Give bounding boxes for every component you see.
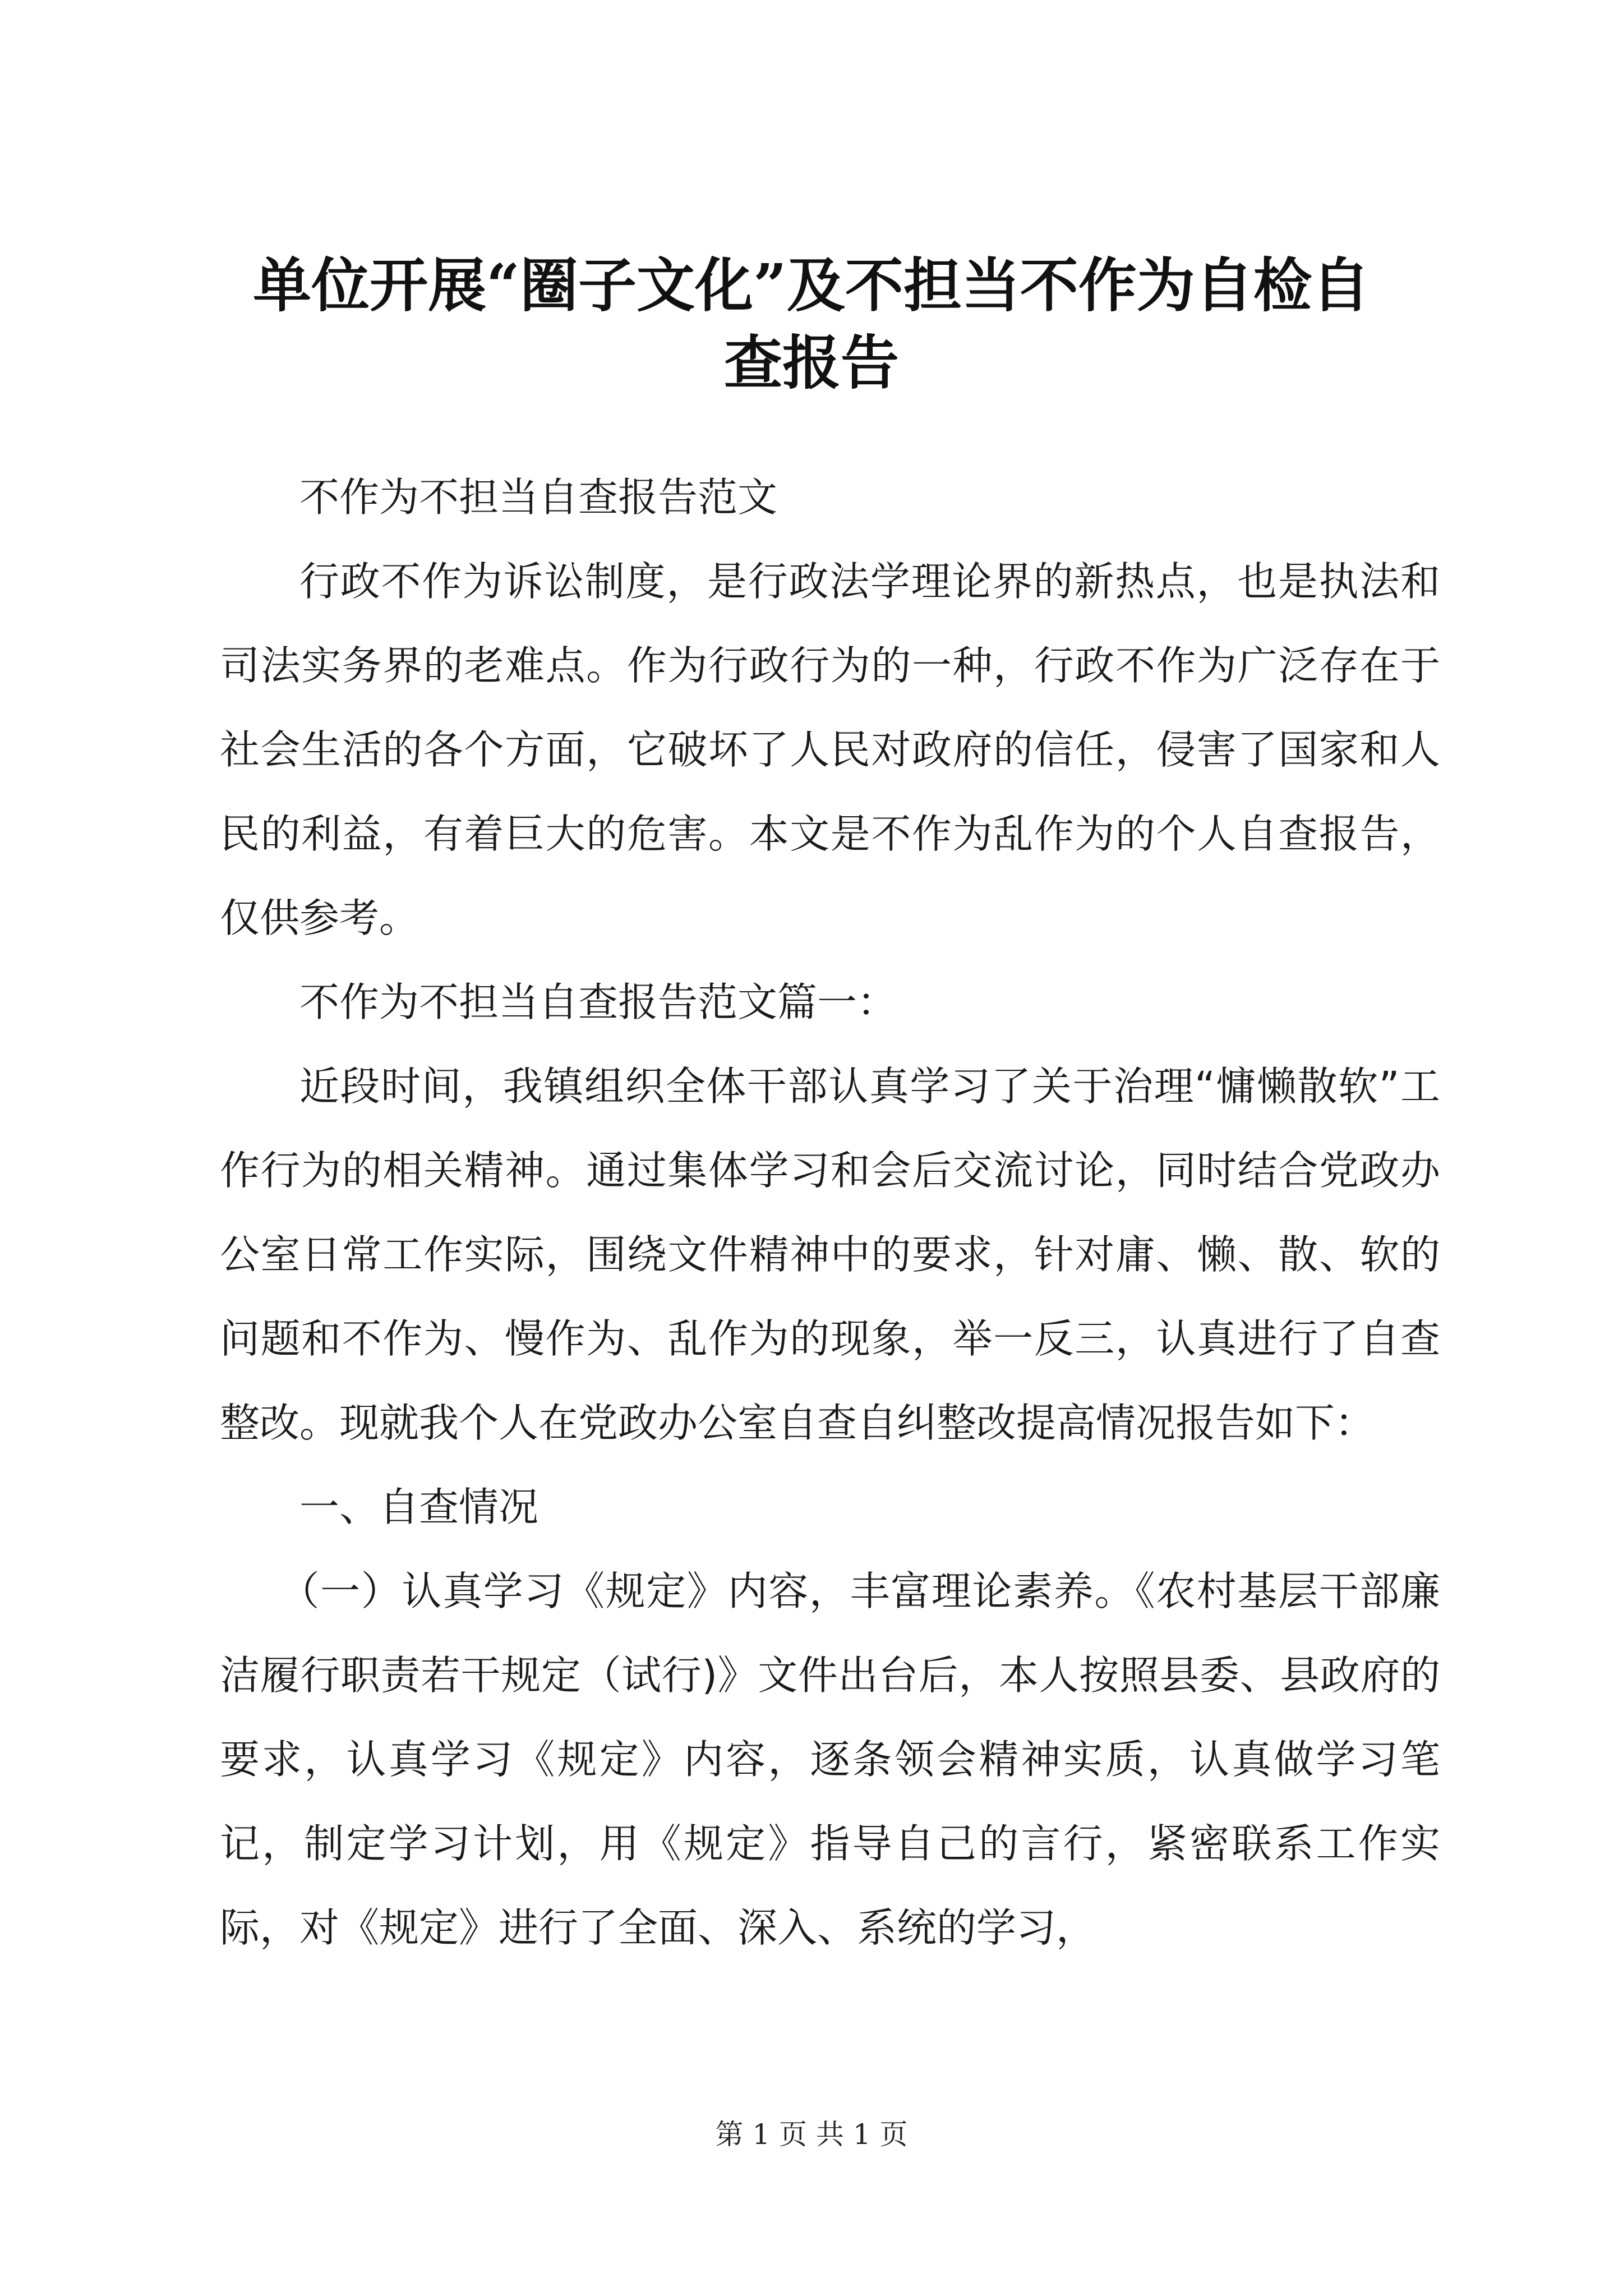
document-title: [168, 247, 1455, 402]
title-line-2: 查报告: [723, 328, 899, 397]
document-body: [220, 455, 1440, 1970]
paragraph-subtitle: 不作为不担当自查报告范文: [299, 474, 778, 521]
paragraph-part-one-heading: 不作为不担当自查报告范文篇一：: [299, 979, 897, 1025]
section-heading-self-check: 一、自查情况: [299, 1484, 539, 1530]
paragraph-study-regulations: （一）认真学习《规定》内容，丰富理论素养。《农村基层干部廉洁履行职责若干规定（试行)》文件出台后，本人按照县委、县政府的要求，认真学习《规定》内容，逐条领会精神实质，认真做学习笔记，制定学习计划，用《规定》指导自己的言行，紧密联系工作实际，对《规定》进行了全面、深入、系统的学习，: [220, 1568, 1440, 1951]
title-line-1: 单位开展“圈子文化”及不担当不作为自检自: [253, 251, 1370, 320]
paragraph-background: 近段时间，我镇组织全体干部认真学习了关于治理“慵懒散软”工作行为的相关精神。通过集体学习和会后交流讨论，同时结合党政办公室日常工作实际，围绕文件精神中的要求，针对庸、懒、散、软的问题和不作为、慢作为、乱作为的现象，举一反三，认真进行了自查整改。现就我个人在党政办公室自查自纠整改提高情况报告如下：: [220, 1063, 1440, 1446]
paragraph-intro: 行政不作为诉讼制度，是行政法学理论界的新热点，也是执法和司法实务界的老难点。作为行政行为的一种，行政不作为广泛存在于社会生活的各个方面，它破坏了人民对政府的信任，侵害了国家和人民的利益，有着巨大的危害。本文是不作为乱作为的个人自查报告，仅供参考。: [220, 558, 1440, 941]
page-footer: 第 1 页 共 1 页: [715, 2118, 908, 2151]
